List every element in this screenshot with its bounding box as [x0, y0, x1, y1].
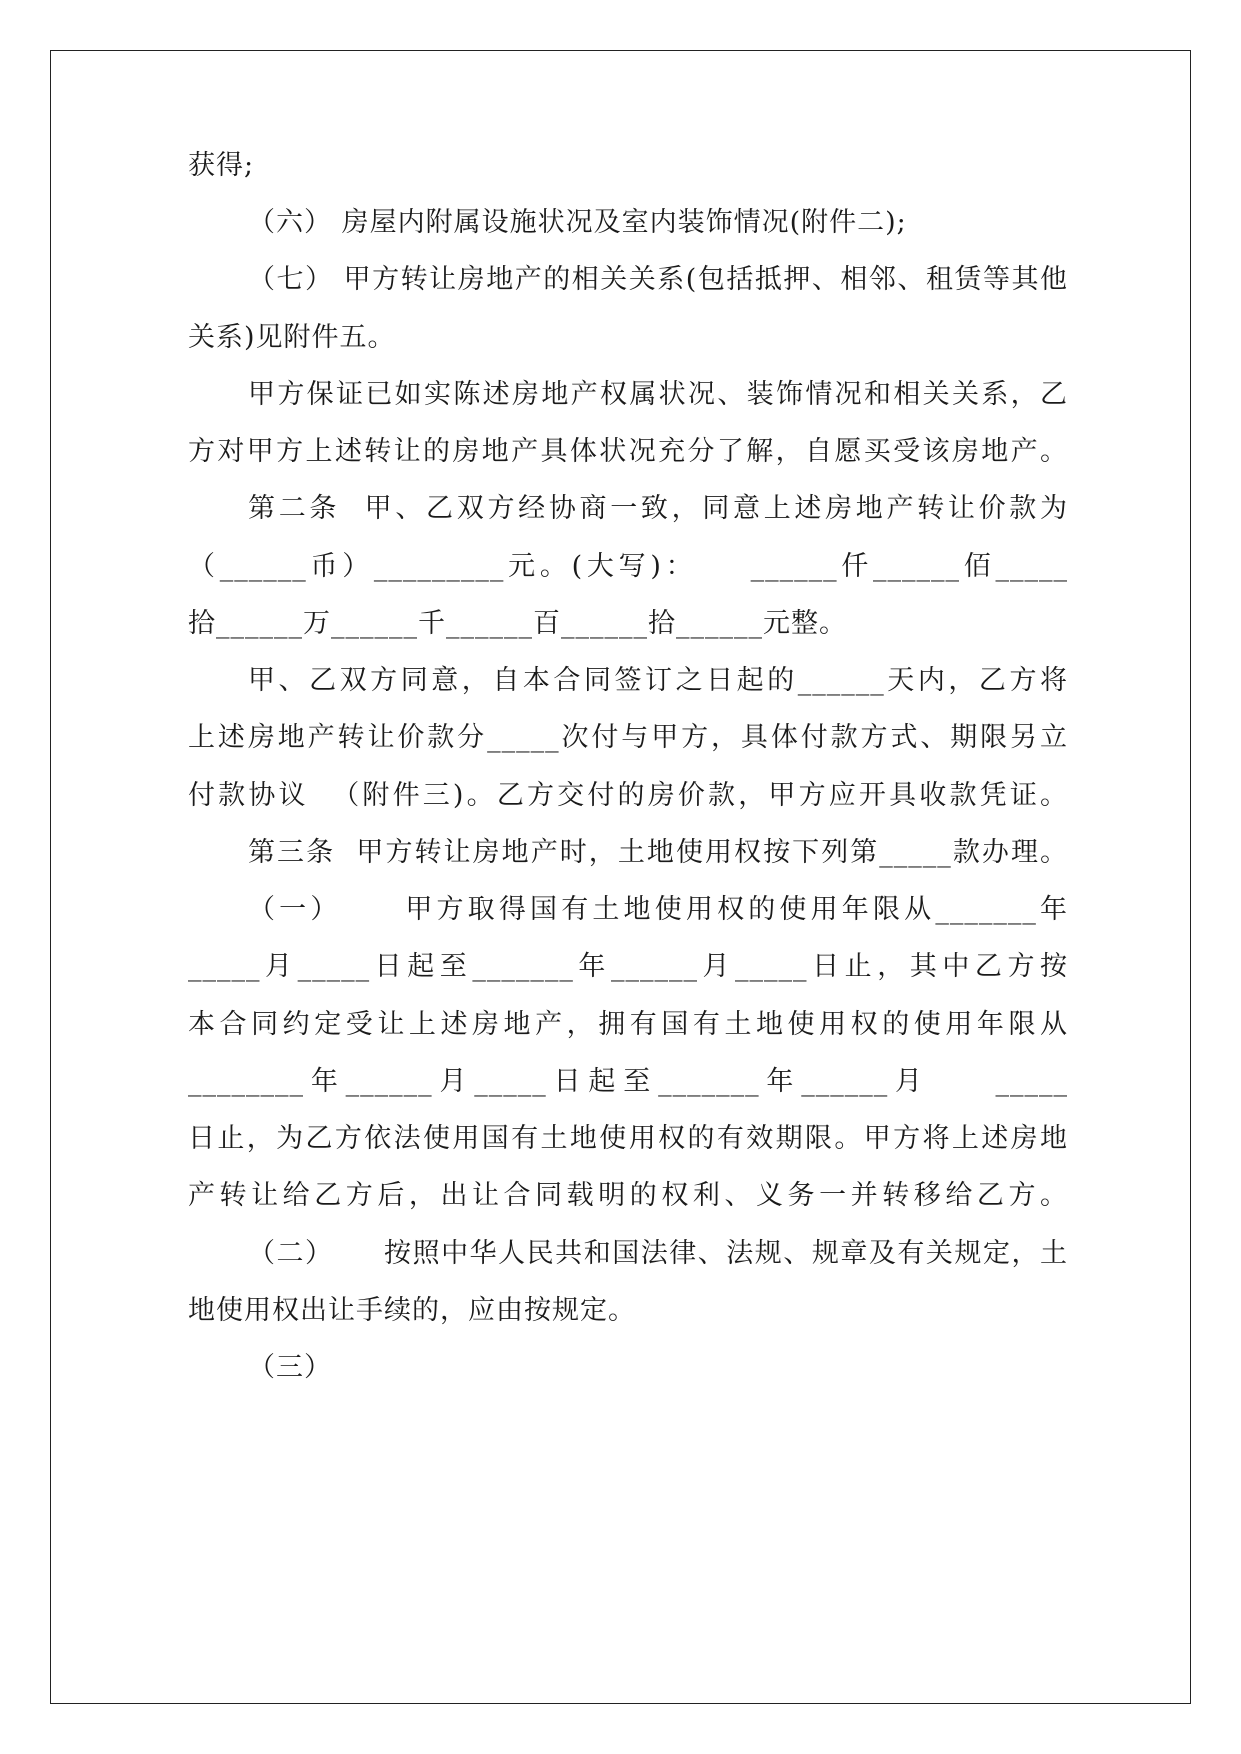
text-line-15: _____月_____日起至_______年______月_____日止，其中乙方按: [188, 951, 1068, 982]
text-line-18: 日止，为乙方依法使用国有土地使用权的有效期限。甲方将上述房地: [188, 1123, 1068, 1154]
text-line-16: 本合同约定受让上述房地产，拥有国有土地使用权的使用年限从: [188, 1009, 1068, 1040]
text-line-11: 上述房地产转让价款分_____次付与甲方，具体付款方式、期限另立: [188, 722, 1068, 753]
text-line-7: 第二条 甲、乙双方经协商一致，同意上述房地产转让价款为: [248, 493, 1068, 524]
text-line-8: （______币）_________元。(大写)： ______仟______佰_____: [188, 551, 1068, 582]
text-line-19: 产转让给乙方后，出让合同载明的权利、义务一并转移给乙方。: [188, 1180, 1068, 1211]
text-line-2: （六） 房屋内附属设施状况及室内装饰情况(附件二);: [248, 207, 907, 238]
text-line-9: 拾______万______千______百______拾______元整。: [188, 608, 847, 639]
text-line-6: 方对甲方上述转让的房地产具体状况充分了解，自愿买受该房地产。: [188, 436, 1068, 467]
text-line-20: （二） 按照中华人民共和国法律、法规、规章及有关规定，土: [248, 1238, 1068, 1269]
text-line-10: 甲、乙双方同意，自本合同签订之日起的______天内，乙方将: [248, 665, 1068, 696]
text-line-17: ________年______月_____日起至_______年______月 _____: [188, 1066, 1068, 1097]
text-line-1: 获得;: [188, 150, 255, 181]
text-line-5: 甲方保证已如实陈述房地产权属状况、装饰情况和相关关系，乙: [248, 379, 1068, 410]
text-line-12: 付款协议 （附件三)。乙方交付的房价款，甲方应开具收款凭证。: [188, 780, 1068, 811]
text-line-4: 关系)见附件五。: [188, 322, 396, 353]
text-line-21: 地使用权出让手续的，应由按规定。: [188, 1295, 636, 1326]
text-line-14: （一） 甲方取得国有土地使用权的使用年限从_______年: [248, 894, 1068, 925]
text-line-13: 第三条 甲方转让房地产时，土地使用权按下列第_____款办理。: [248, 837, 1068, 868]
text-line-3: （七） 甲方转让房地产的相关关系(包括抵押、相邻、租赁等其他: [248, 264, 1068, 295]
text-line-22: （三）: [248, 1352, 332, 1383]
